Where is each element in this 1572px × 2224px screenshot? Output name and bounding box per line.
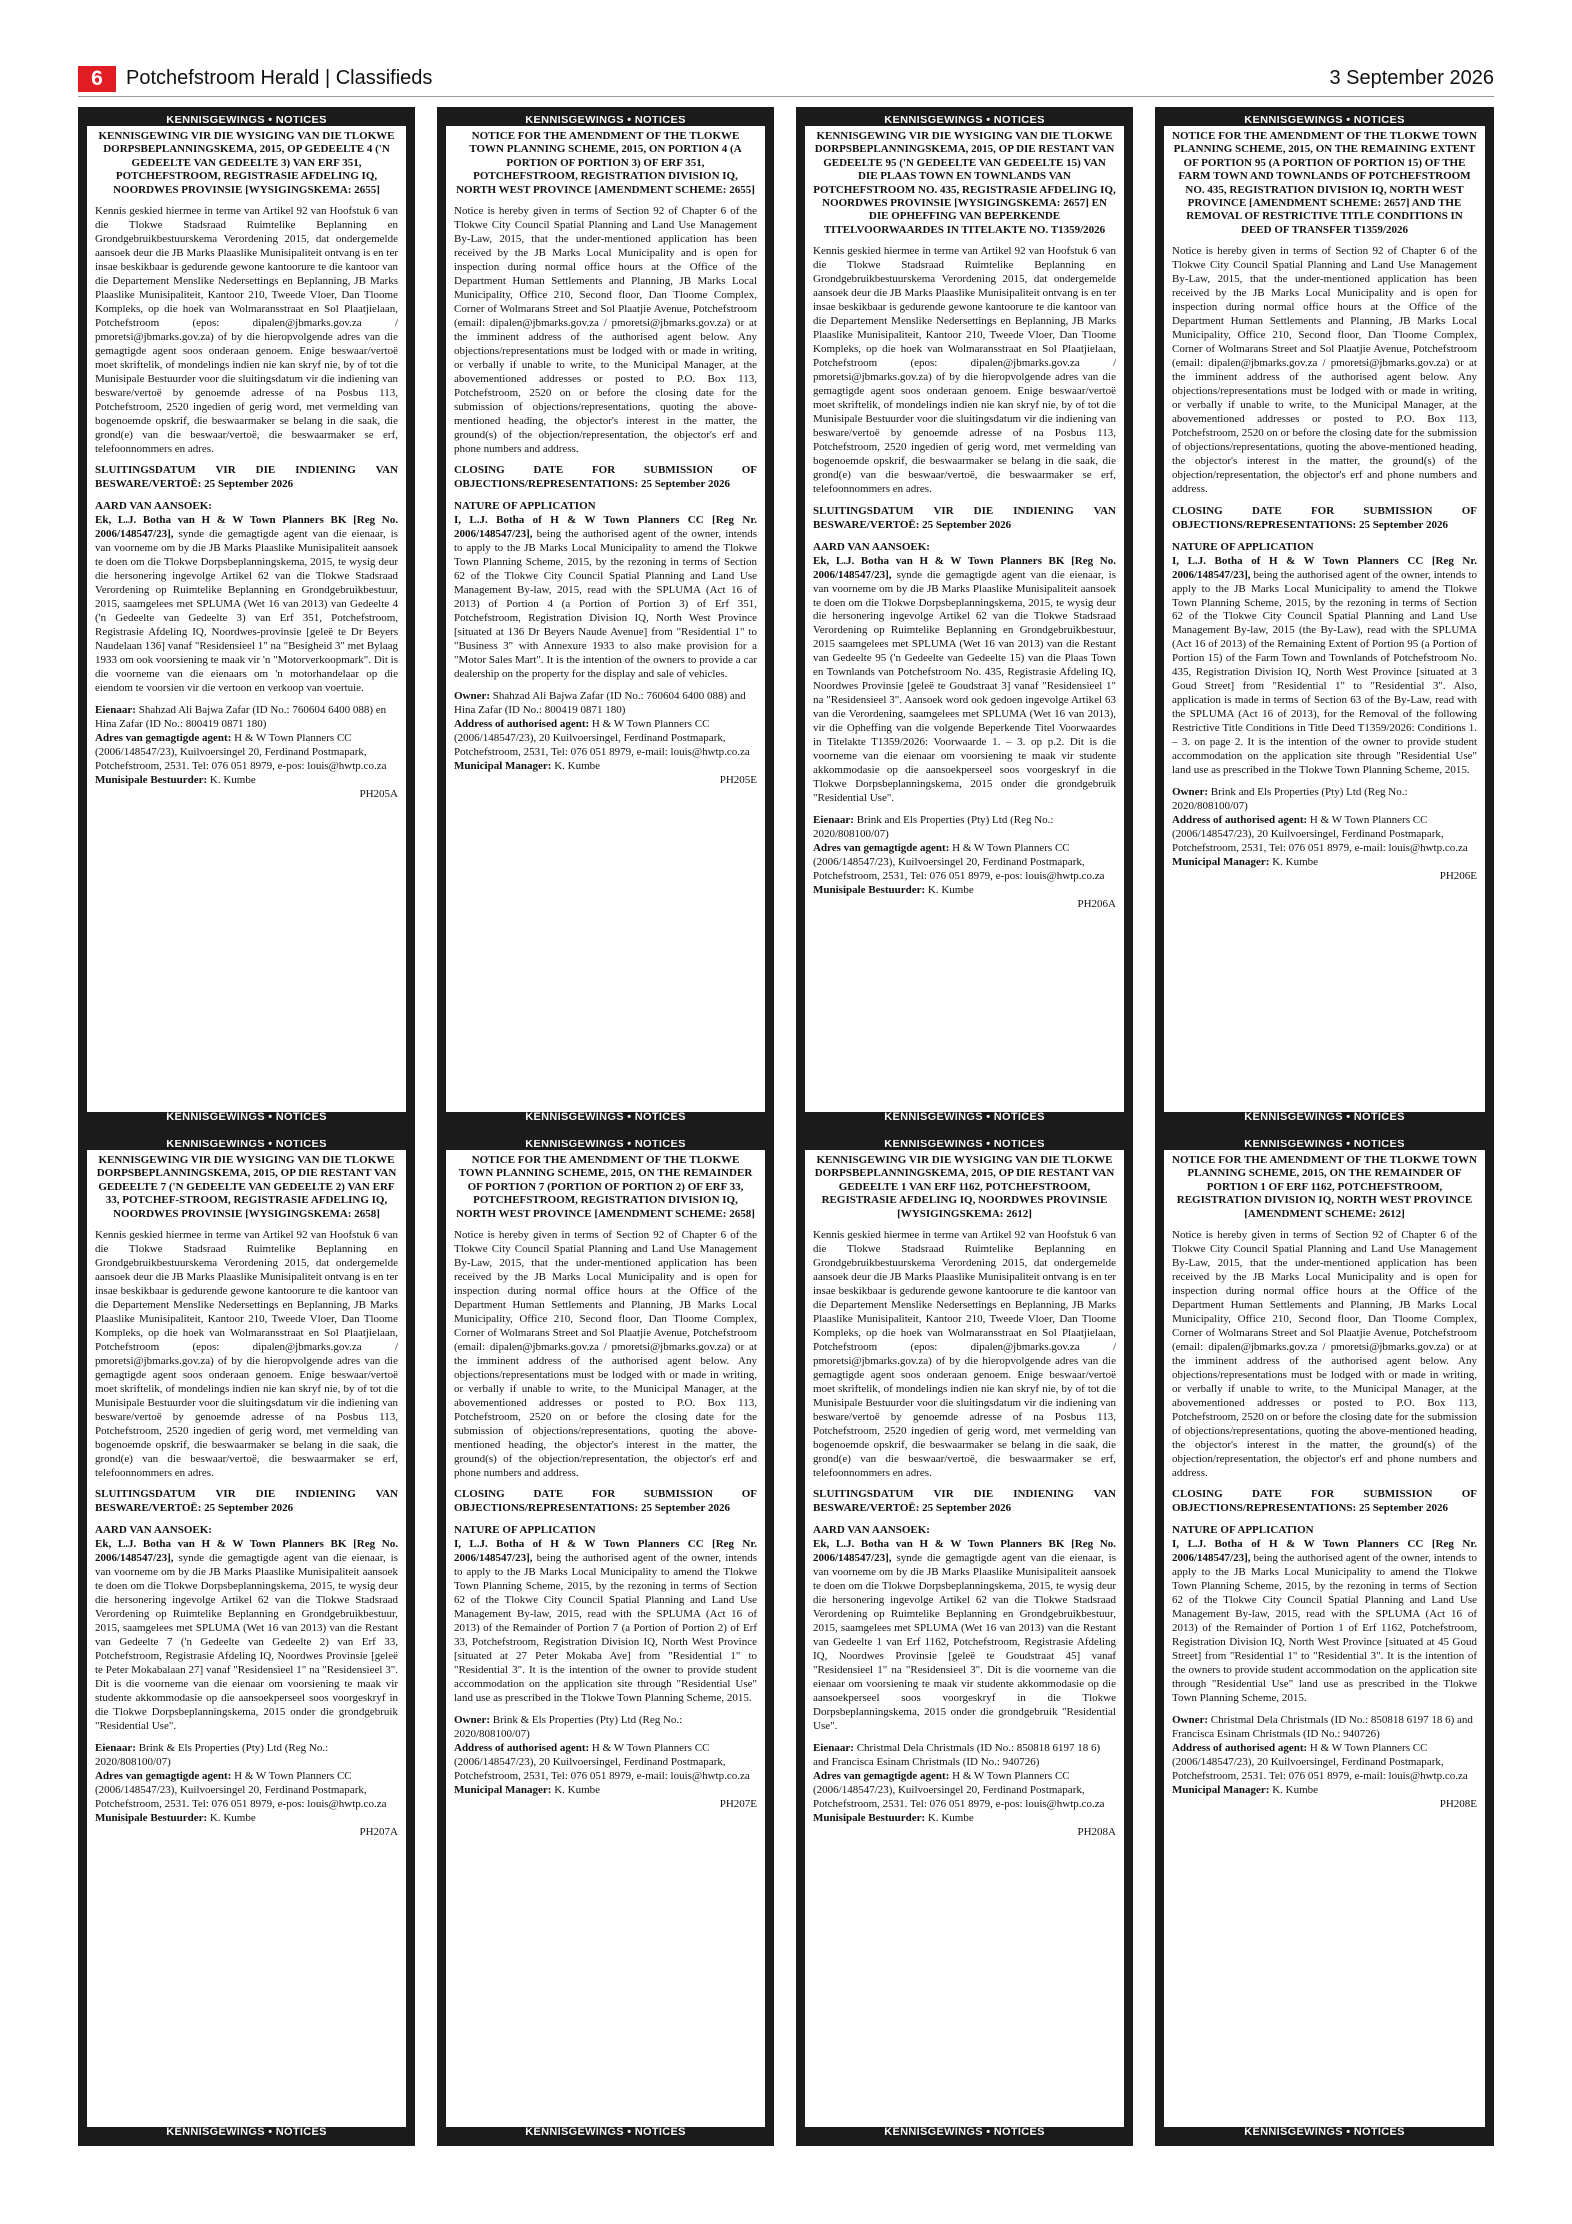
notice-box (796, 107, 1133, 1131)
owner-label: Owner: (1172, 1714, 1209, 1726)
notice-title: KENNISGEWING VIR DIE WYSIGING VAN DIE TLOKWE DORPSBEPLANNINGSKEMA, 2015, OP DIE RESTANT VAN GEDEELTE 1 VAN ERF 1162, POTCHEFSTROOM, REGISTRASIE AFDELING IQ, NOORDWES PROVINSIE [WYSIGINGSKEMA: 2612] (814, 1154, 1115, 1220)
closing-date: SLUITINGSDATUM VIR DIE INDIENING VAN BESWARE/VERTOË: 25 September 2026 (95, 464, 398, 491)
manager-name: K. Kumbe (209, 773, 256, 786)
owner-label: Owner: (1172, 786, 1209, 799)
notice-body: Notice is hereby given in terms of Section 92 of Chapter 6 of the Tlokwe City Council Spatial Planning and Land Use Management By-Law, 2015, that the under-mentioned application has been received by the JB Marks Local Municipality and is open for inspection during normal office hours at the Office of the Department Human Settlements and Planning, JB Marks Local Municipality, Office 210, Second floor, Dan Tloome Complex, Corner of Wolmarans Street and Sol Plaatjie Avenue, Potchefstroom (email: dipalen@jbmarks.gov.za / pmoretsi@jbmarks.gov.za) or at the imminent address of the authorised agent below. Any objections/representations must be lodged with or made in writing, or verbally if unable to write, to the Municipal Manager, at the abovementioned addresses or posted to P.O. Box 113, Potchefstroom, 2520 on or before the closing date for the submission of objections/representations, quoting the above-mentioned heading, the objector's interest in the matter, the ground(s) of the objection/representation, the objector's erf and phone numbers and address. (1172, 1229, 1477, 1479)
application-text: synde die gemagtigde agent van die eienaar, is van voorneme om by die JB Marks Plaaslike Munisipaliteit aansoek te doen om die Tlokwe Dorpsbeplanningskema, 2015, te wysig deur die hersonering ingevolge Artikel 62 van die Tlokwe Stadsraad Verordening op Ruimtelike Beplanning en Grondgebruikbestuur, 2015, saamgelees met SPLUMA (Wet 16 van 2013) van Gedeelte 4 ('n Gedeelte van Gedeelte 3) van Erf 351, Potchefstroom, Registrasie Afdeling IQ, Noordwes-provinsie [geleë te Dr Beyers Naudelaan 136] vanaf "Residensieel 1" na "Besigheid 3" met Bylaag 1933 om ook voorsiening te maak vir 'n "Motorverkoopmark". Dit is die voorneme van die eienaars om 'n motorhandelaar op die eiendom te voorsien vir die vertoon en verkoop van voertuie. (95, 528, 398, 694)
notice-band: KENNISGEWINGS • NOTICES (1164, 1139, 1485, 1150)
notice-band: KENNISGEWINGS • NOTICES (805, 115, 1124, 126)
manager-name: K. Kumbe (1272, 1783, 1319, 1796)
owner-label: Owner: (454, 690, 491, 702)
manager-label: Munisipale Bestuurder: (813, 883, 926, 896)
owner-details: Brink and Els Properties (Pty) Ltd (Reg No.: 2020/808100/07) (813, 814, 1054, 840)
manager-label: Municipal Manager: (1172, 855, 1270, 868)
notice-band: KENNISGEWINGS • NOTICES (805, 1139, 1124, 1150)
agent-label: Address of authorised agent: (454, 717, 590, 730)
notice-box (437, 107, 774, 1131)
notice-content (454, 1154, 757, 2124)
applicant: Ek, L.J. Botha van H & W Town Planners BK [Reg No. 2006/148547/23], (813, 554, 1116, 581)
application-text: being the authorised agent of the owner, intends to apply to the JB Marks Local Municipality to amend the Tlokwe Town Planning Scheme, 2015, by the rezoning in terms of Section 62 of the Tlokwe City Council Spatial Planning and Land Use Management By-law, 2015, read with the SPLUMA (Act 16 of 2013) of the Remainder of Portion 1 of Erf 1162, Potchefstroom, Registration Division IQ, North West Province [situated at 45 Goud Street] from "Residential 1" to "Residential 3". It is the intention of the owners to provide student accommodation on the application site through "Residential Use" land use as prescribed in the Tlokwe Town Planning Scheme, 2015. (1172, 1552, 1477, 1705)
notice-band: KENNISGEWINGS • NOTICES (1164, 115, 1485, 126)
owner-details: Christmal Dela Christmals (ID No.: 850818 6197 18 6) and Francisca Esinam Christmals (ID No.: 940726) (1172, 1714, 1473, 1740)
reference-code: PH208E (1439, 1797, 1477, 1810)
manager-name: K. Kumbe (927, 883, 974, 896)
notice-title: NOTICE FOR THE AMENDMENT OF THE TLOKWE TOWN PLANNING SCHEME, 2015, ON THE REMAINDER OF PORTION 7 (PORTION OF PORTION 2) OF ERF 33, POTCHEFSTROOM, REGISTRATION DIVISION IQ, NORTH WEST PROVINCE [AMENDMENT SCHEME: 2658] (456, 1154, 755, 1220)
agent-details: H & W Town Planners CC (2006/148547/23), 20 Kuilvoersingel, Ferdinand Postmapark, Potchefstroom, 2531, Tel: 076 051 8979, e-mail: louis@hwtp.co.za (454, 717, 750, 758)
applicant: Ek, L.J. Botha van H & W Town Planners BK [Reg No. 2006/148547/23], (95, 1538, 398, 1565)
owner-label: Eienaar: (813, 814, 854, 827)
agent-label: Address of authorised agent: (1172, 814, 1308, 827)
closing-date: SLUITINGSDATUM VIR DIE INDIENING VAN BESWARE/VERTOË: 25 September 2026 (95, 1488, 398, 1515)
application-text: being the authorised agent of the owner, intends to apply to the JB Marks Local Municipality to amend the Tlokwe Town Planning Scheme, 2015, by the rezoning in terms of Section 62 of the Tlokwe City Council Spatial Planning and Land Use Management By-law, 2015 (the By-Law), read with the SPLUMA (Act 16 of 2013) of the Remaining Extent of Portion 95 (a Portion of Portion 15) of the Farm Town and Townlands of Potchefstroom No. 435, Registration Division IQ, North West Province [situated at 3 Goud Street] from "Residential 1" to "Residential 3". Also, application is made in terms of Section 63 of the By-Law, read with the SPLUMA (Act 16 of 2013), for the Removal of the following Restrictive Title Conditions in Title Deed T1359/2026: Conditions 1. – 3. on page 2. It is the intention of the owner to provide student accommodation on the application site through "Residential Use" land use as prescribed in the Tlokwe Town Planning Scheme, 2015. (1172, 568, 1477, 777)
notice-content (454, 130, 757, 1109)
header-divider (78, 96, 1494, 97)
notice-title: KENNISGEWING VIR DIE WYSIGING VAN DIE TLOKWE DORPSBEPLANNINGSKEMA, 2015, OP DIE RESTANT VAN GEDEELTE 7 ('N GEDEELTE VAN GEDEELTE 2) VAN ERF 33, POTCHEF-STROOM, REGISTRASIE AFDELING IQ, NOORDWES PROVINSIE [WYSIGINGSKEMA: 2658] (96, 1154, 397, 1220)
closing-date: CLOSING DATE FOR SUBMISSION OF OBJECTIONS/REPRESENTATIONS: 25 September 2026 (454, 464, 757, 491)
notice-box (78, 1131, 415, 2146)
manager-label: Municipal Manager: (454, 759, 552, 772)
notice-title: KENNISGEWING VIR DIE WYSIGING VAN DIE TLOKWE DORPSBEPLANNINGSKEMA, 2015, OP GEDEELTE 4 ('N GEDEELTE VAN GEDEELTE 3) VAN ERF 351, POTCHEFSTROOM, REGISTRASIE AFDELING IQ, NOORDWES PROVINSIE [WYSIGINGSKEMA: 2655] (98, 130, 395, 196)
notice-title: NOTICE FOR THE AMENDMENT OF THE TLOKWE TOWN PLANNING SCHEME, 2015, ON PORTION 4 (A PORTION OF PORTION 3) OF ERF 351, POTCHEFSTROOM, REGISTRATION DIVISION IQ, NORTH WEST PROVINCE [AMENDMENT SCHEME: 2655] (456, 130, 755, 196)
applicant: Ek, L.J. Botha van H & W Town Planners BK [Reg No. 2006/148547/23], (95, 514, 398, 541)
applicant: I, L.J. Botha of H & W Town Planners CC [Reg Nr. 2006/148547/23], (454, 514, 757, 541)
notice-band: KENNISGEWINGS • NOTICES (446, 2127, 765, 2138)
closing-date: CLOSING DATE FOR SUBMISSION OF OBJECTIONS/REPRESENTATIONS: 25 September 2026 (454, 1488, 757, 1515)
owner-details: Shahzad Ali Bajwa Zafar (ID No.: 760604 6400 088) en Hina Zafar (ID No.: 800419 0871 180) (95, 703, 387, 730)
agent-label: Adres van gemagtigde agent: (813, 841, 950, 854)
manager-name: K. Kumbe (554, 759, 601, 772)
notice-box (796, 1131, 1133, 2146)
owner-label: Eienaar: (95, 703, 136, 716)
notice-band: KENNISGEWINGS • NOTICES (805, 1112, 1124, 1123)
agent-details: H & W Town Planners CC (2006/148547/23), 20 Kuilvoersingel, Ferdinand Postmapark, Potchefstroom, 2531. Tel: 076 051 8979, e-mail: louis@hwtp.co.za (1172, 1741, 1468, 1782)
page-header (78, 66, 1494, 92)
applicant: I, L.J. Botha of H & W Town Planners CC [Reg Nr. 2006/148547/23], (1172, 554, 1477, 581)
manager-label: Munisipale Bestuurder: (813, 1811, 926, 1824)
application-text: being the authorised agent of the owner, intends to apply to the JB Marks Local Municipality to amend the Tlokwe Town Planning Scheme, 2015, by the rezoning in terms of Section 62 of the Tlokwe City Council Spatial Planning and Land Use Management By-law, 2015, read with the SPLUMA (Act 16 of 2013) of the Remainder of Portion 7 (a Portion of Portion 2) of Erf 33, Potchefstroom, Registration Division IQ, North West Province [situated at 27 Peter Mokaba Ave] from "Residential 1" to "Residential 3". It is the intention of the owner to provide student accommodation on the application site through "Residential Use" land use as prescribed in the Tlokwe Town Planning Scheme, 2015. (454, 1552, 757, 1705)
agent-details: H & W Town Planners CC (2006/148547/23), 20 Kuilvoersingel, Ferdinand Postmapark, Potchefstroom, 2531, Tel: 076 051 8979, e-mail: louis@hwtp.co.za (454, 1741, 750, 1782)
owner-details: Brink & Els Properties (Pty) Ltd (Reg No.: 2020/808100/07) (454, 1714, 683, 1740)
owner-label: Owner: (454, 1714, 491, 1726)
agent-details: H & W Town Planners CC (2006/148547/23), Kuilvoersingel 20, Ferdinand Postmapark, Potchefstroom, 2531. Tel: 076 051 8979, e-pos: louis@hwtp.co.za (95, 1769, 387, 1810)
applicant: I, L.J. Botha of H & W Town Planners CC [Reg Nr. 2006/148547/23], (454, 1538, 757, 1565)
notice-content (1172, 130, 1477, 1109)
application-text: synde die gemagtigde agent van die eienaar, is van voorneme om by die JB Marks Plaaslike Munisipaliteit aansoek te doen om die Tlokwe Dorpsbeplanningskema, 2015, te wysig deur die hersonering ingevolge Artikel 62 van die Tlokwe Stadsraad Verordening op Ruimtelike Beplanning en Grondgebruikbestuur, 2015, saamgelees met SPLUMA (Wet 16 van 2013) van die Restant van Gedeelte 1 van Erf 1162, Potchefstroom, Registrasie Afdeling IQ, Noordwes Provinsie [geleë te Goudstraat 45] vanaf "Residensieel 1" na "Residensieel 3". Dit is die voorneme van die eienaar om voorsiening te maak vir studente akkommodasie op die aansoekperseel soos voorgeskryf in die Tlokwe Dorpsbeplanningskema, 2015 onder die grondgebruik "Residential Use". (813, 1552, 1116, 1732)
closing-date: SLUITINGSDATUM VIR DIE INDIENING VAN BESWARE/VERTOË: 25 September 2026 (813, 504, 1116, 531)
application-text: being the authorised agent of the owner, intends to apply to the JB Marks Local Municipality to amend the Tlokwe Town Planning Scheme, 2015, by the rezoning in terms of Section 62 of the Tlokwe City Council Spatial Planning and Land Use Management By-law, 2015, read with the SPLUMA (Act 16 of 2013) of Portion 4 (a Portion of Portion 3) of Erf 351, Potchefstroom, Registration Division IQ, North West Province [situated at 136 Dr Beyers Naude Avenue] from "Residential 1" to "Business 3" with Annexure 1933 to also make provision for a "Motor Sales Mart". It is the intention of the owners to provide a car dealership on the property for the display and sale of vehicles. (454, 528, 757, 681)
notice-title: NOTICE FOR THE AMENDMENT OF THE TLOKWE TOWN PLANNING SCHEME, 2015, ON THE REMAINDER OF PORTION 1 OF ERF 1162, POTCHEFSTROOM, REGISTRATION DIVISION IQ, NORTH WEST PROVINCE [AMENDMENT SCHEME: 2612] (1172, 1154, 1477, 1220)
notice-body: Kennis geskied hiermee in terme van Artikel 92 van Hoofstuk 6 van die Tlokwe Stadsraad Ruimtelike Beplanning en Grondgebruikbestuurskema Verordening 2015, dat ondergemelde aansoek deur die JB Marks Plaaslike Munisipaliteit ontvang is en ter insae beskikbaar is gedurende gewone kantoorure te die kantoor van die Departement Menslike Nedersettings en Beplanning, JB Marks Plaaslike Munisipaliteit, Kantoor 210, Tweede Vloer, Dan Tloome Kompleks, op die hoek van Wolmaransstraat en Sol Plaatjielaan, Potchefstroom (epos: dipalen@jbmarks.gov.za / pmoretsi@jbmarks.gov.za) of by die hieropvolgende adres van die gemagtigde agent soos onderaan genoem. Enige beswaar/vertoë moet skriftelik, of mondelings indien nie kan skryf nie, by of tot die Munisipale Bestuurder voor die sluitingsdatum vir die indiening van besware/vertoë by genoemde adresse of na Posbus 113, Potchefstroom, 2520 ingedien of gerig word, met vermelding van bogenoemde opskrif, die beswaarmaker se belang in die saak, die grond(e) van die beswaar/vertoë, die beswaarmaker se erf, telefoonnommers en adres. (95, 205, 398, 455)
agent-label: Adres van gemagtigde agent: (95, 1769, 232, 1782)
notice-band: KENNISGEWINGS • NOTICES (1164, 2127, 1485, 2138)
notice-body: Notice is hereby given in terms of Section 92 of Chapter 6 of the Tlokwe City Council Spatial Planning and Land Use Management By-Law, 2015, that the under-mentioned application has been received by the JB Marks Local Municipality and is open for inspection during normal office hours at the Office of the Department Human Settlements and Planning, JB Marks Local Municipality, Office 210, Second floor, Dan Tloome Complex, Corner of Wolmarans Street and Sol Plaatjie Avenue, Potchefstroom (email: dipalen@jbmarks.gov.za / pmoretsi@jbmarks.gov.za) or at the imminent address of the authorised agent below. Any objections/representations must be lodged with or made in writing, or verbally if unable to write, to the Municipal Manager, at the abovementioned addresses or posted to P.O. Box 113, Potchefstroom, 2520 on or before the closing date for the submission of objections/representations, quoting the above-mentioned heading, the objector's interest in the matter, the ground(s) of the objection/representation, the objector's erf and phone numbers and address. (454, 1229, 757, 1479)
notice-content (95, 130, 398, 1109)
manager-label: Munisipale Bestuurder: (95, 773, 208, 786)
agent-label: Address of authorised agent: (1172, 1741, 1308, 1754)
notice-box (1155, 107, 1494, 1131)
manager-name: K. Kumbe (1272, 855, 1319, 868)
notice-box (78, 107, 415, 1131)
manager-name: K. Kumbe (209, 1811, 256, 1824)
manager-name: K. Kumbe (554, 1783, 601, 1796)
notice-title: NOTICE FOR THE AMENDMENT OF THE TLOKWE TOWN PLANNING SCHEME, 2015, ON THE REMAINING EXTENT OF PORTION 95 (A PORTION OF PORTION 15) OF THE FARM TOWN AND TOWNLANDS OF POTCHEFSTROOM NO. 435, REGISTRATION DIVISION IQ, NORTH WEST PROVINCE [AMENDMENT SCHEME: 2657] AND THE REMOVAL OF RESTRICTIVE TITLE CONDITIONS IN DEED OF TRANSFER T1359/2026 (1172, 130, 1477, 236)
notice-body: Kennis geskied hiermee in terme van Artikel 92 van Hoofstuk 6 van die Tlokwe Stadsraad Ruimtelike Beplanning en Grondgebruikbestuurskema Verordening 2015, dat ondergemelde aansoek deur die JB Marks Plaaslike Munisipaliteit ontvang is en ter insae beskikbaar is gedurende gewone kantoorure te die kantoor van die Departement Menslike Nedersettings en Beplanning, JB Marks Plaaslike Munisipaliteit, Kantoor 210, Tweede Vloer, Dan Tloome Kompleks, op die hoek van Wolmaransstraat en Sol Plaatjielaan, Potchefstroom (epos: dipalen@jbmarks.gov.za / pmoretsi@jbmarks.gov.za) of by die hieropvolgende adres van die gemagtigde agent soos onderaan genoem. Enige beswaar/vertoë moet skriftelik, of mondelings indien nie kan skryf nie, by of tot die Munisipale Bestuurder voor die sluitingsdatum vir die indiening van besware/vertoë by genoemde adresse of na Posbus 113, Potchefstroom, 2520 ingedien of gerig word, met vermelding van bogenoemde opskrif, die beswaarmaker se belang in die saak, die grond(e) van die beswaar/vertoë, die beswaarmaker se erf, telefoonnommers en adres. (813, 1229, 1116, 1479)
reference-code: PH208A (1077, 1825, 1116, 1838)
paper-title: Potchefstroom Herald | Classifieds (126, 67, 433, 89)
notice-band: KENNISGEWINGS • NOTICES (87, 2127, 406, 2138)
notice-band: KENNISGEWINGS • NOTICES (446, 1112, 765, 1123)
agent-details: H & W Town Planners CC (2006/148547/23), Kuilvoersingel 20, Ferdinand Postmapark, Potchefstroom, 2531, Tel: 076 051 8979, e-pos: louis@hwtp.co.za (813, 841, 1105, 882)
notice-band: KENNISGEWINGS • NOTICES (87, 1112, 406, 1123)
reference-code: PH207A (359, 1825, 398, 1838)
closing-date: CLOSING DATE FOR SUBMISSION OF OBJECTIONS/REPRESENTATIONS: 25 September 2026 (1172, 1488, 1477, 1515)
application-heading: AARD VAN AANSOEK: (813, 1524, 930, 1537)
closing-date: CLOSING DATE FOR SUBMISSION OF OBJECTIONS/REPRESENTATIONS: 25 September 2026 (1172, 504, 1477, 531)
notice-box (1155, 1131, 1494, 2146)
owner-details: Brink & Els Properties (Pty) Ltd (Reg No.: 2020/808100/07) (95, 1741, 329, 1768)
agent-details: H & W Town Planners CC (2006/148547/23), 20 Kuilvoersingel, Ferdinand Postmapark, Potchefstroom, 2531, Tel: 076 051 8979, e-mail: louis@hwtp.co.za (1172, 814, 1468, 854)
notice-band: KENNISGEWINGS • NOTICES (87, 115, 406, 126)
reference-code: PH205A (359, 787, 398, 800)
application-text: synde die gemagtigde agent van die eienaar, is van voorneme om by die JB Marks Plaaslike Munisipaliteit aansoek te doen om die Tlokwe Dorpsbeplanningskema, 2015, te wysig deur die hersonering ingevolge Artikel 62 van die Tlokwe Stadsraad Verordening op Ruimtelike Beplanning en Grondgebruikbestuur, 2015 saamgelees met SPLUMA (Wet 16 van 2013) van die Restant van Gedeelte 95 ('n Gedeelte van Gedeelte 15) van die Plaas Town en Townlands van Potchefstroom No. 435, Registrasie Afdeling IQ, Noordwes Provinsie [geleë te Goudstraat 3] vanaf "Residensieel 1" na "Residensieel 3". Aansoek word ook gedoen ingevolge Artikel 63 van die Verordening, saamgelees met SPLUMA (Wet 16 van 2013), vir die Opheffing van die volgende Beperkende Titel Voorwaardes in Titelakte T1359/2026: Voorwaarde 1. – 3. op p.2. Dit is die voorneme van die eienaar om voorsiening te maak vir studente akkommodasie op die aansoekperseel soos voorgeskryf in die Tlokwe Dorpsbeplanningskema, 2015 onder die grondgebruik "Residential Use". (813, 568, 1116, 805)
notice-content (813, 1154, 1116, 2124)
reference-code: PH206A (1077, 897, 1116, 910)
notice-content (813, 130, 1116, 1109)
agent-details: H & W Town Planners CC (2006/148547/23), Kuilvoersingel 20, Ferdinand Postmapark, Potchefstroom, 2531. Tel: 076 051 8979, e-pos: louis@hwtp.co.za (95, 731, 387, 772)
owner-label: Eienaar: (813, 1741, 854, 1754)
owner-details: Shahzad Ali Bajwa Zafar (ID No.: 760604 6400 088) and Hina Zafar (ID No.: 800419 0871 180) (454, 690, 746, 716)
notice-content (95, 1154, 398, 2124)
owner-label: Eienaar: (95, 1741, 136, 1754)
application-heading: AARD VAN AANSOEK: (95, 500, 212, 513)
manager-label: Municipal Manager: (454, 1783, 552, 1796)
agent-label: Adres van gemagtigde agent: (95, 731, 232, 744)
notice-title: KENNISGEWING VIR DIE WYSIGING VAN DIE TLOKWE DORPSBEPLANNINGSKEMA, 2015, OP DIE RESTANT VAN GEDEELTE 95 ('N GEDEELTE VAN GEDEELTE 15) VAN DIE PLAAS TOWN EN TOWNLANDS VAN POTCHEFSTROOM NO. 435, REGISTRASIE AFDELING IQ, NOORDWES PROVINSIE [WYSIGINGSKEMA: 2657] EN DIE OPHEFFING VAN BEPERKENDE TITELVOORWAARDES IN TITELAKTE NO. T1359/2026 (813, 130, 1116, 236)
notice-body: Kennis geskied hiermee in terme van Artikel 92 van Hoofstuk 6 van die Tlokwe Stadsraad Ruimtelike Beplanning en Grondgebruikbestuurskema Verordening 2015, dat ondergemelde aansoek deur die JB Marks Plaaslike Munisipaliteit ontvang is en ter insae beskikbaar is gedurende gewone kantoorure te die kantoor van die Departement Menslike Nedersettings en Beplanning, JB Marks Plaaslike Munisipaliteit, Kantoor 210, Tweede Vloer, Dan Tloome Kompleks, op die hoek van Wolmaransstraat en Sol Plaatjielaan, Potchefstroom (epos: dipalen@jbmarks.gov.za / pmoretsi@jbmarks.gov.za) of by die hieropvolgende adres van die gemagtigde agent soos onderaan genoem. Enige beswaar/vertoë moet skriftelik, of mondelings indien nie kan skryf nie, by of tot die Munisipale Bestuurder voor die sluitingsdatum vir die indiening van besware/vertoë by genoemde adresse of na Posbus 113, Potchefstroom, 2520 ingedien of gerig word, met vermelding van bogenoemde opskrif, die beswaarmaker se belang in die saak, die grond(e) van die beswaar/vertoë, die beswaarmaker se erf, telefoonnommers en adres. (813, 245, 1116, 495)
notice-band: KENNISGEWINGS • NOTICES (805, 2127, 1124, 2138)
applicant: Ek, L.J. Botha van H & W Town Planners BK [Reg No. 2006/148547/23], (813, 1538, 1116, 1565)
manager-label: Municipal Manager: (1172, 1783, 1270, 1796)
notice-content (1172, 1154, 1477, 2124)
reference-code: PH207E (719, 1797, 757, 1810)
agent-label: Adres van gemagtigde agent: (813, 1769, 950, 1782)
manager-name: K. Kumbe (927, 1811, 974, 1824)
notice-band: KENNISGEWINGS • NOTICES (1164, 1112, 1485, 1123)
application-heading: NATURE OF APPLICATION (454, 1524, 596, 1537)
agent-details: H & W Town Planners CC (2006/148547/23), Kuilvoersingel 20, Ferdinand Postmapark, Potchefstroom, 2531. Tel: 076 051 8979, e-pos: louis@hwtp.co.za (813, 1769, 1105, 1810)
application-heading: AARD VAN AANSOEK: (95, 1524, 212, 1537)
closing-date: SLUITINGSDATUM VIR DIE INDIENING VAN BESWARE/VERTOË: 25 September 2026 (813, 1488, 1116, 1515)
notice-band: KENNISGEWINGS • NOTICES (87, 1139, 406, 1150)
issue-date: 3 September 2026 (1329, 67, 1494, 89)
owner-details: Brink and Els Properties (Pty) Ltd (Reg No.: 2020/808100/07) (1172, 786, 1408, 813)
application-heading: AARD VAN AANSOEK: (813, 540, 930, 553)
reference-code: PH205E (719, 773, 757, 786)
application-text: synde die gemagtigde agent van die eienaar, is van voorneme om by die JB Marks Plaaslike Munisipaliteit aansoek te doen om die Tlokwe Dorpsbeplanningskema, 2015, te wysig deur die hersonering ingevolge Artikel 62 van die Tlokwe Stadsraad Verordening op Ruimtelike Beplanning en Grondgebruikbestuur, 2015, saamgelees met SPLUMA (Wet 16 van 2013) van die Restant van Gedeelte 7 ('n Gedeelte van Gedeelte 2) van Erf 33, Potchefstroom, Registrasie Afdeling IQ, Noordwes Provinsie [geleë te Peter Mokabalaan 27] vanaf "Residensieel 1" na "Residensieel 3". Dit is die voorneme van die eienaar om voorsiening te maak vir studente akkommodasie op die aansoekperseel soos voorgeskryf in die Tlokwe Dorpsbeplanningskema, 2015 onder die grondgebruik "Residential Use". (95, 1552, 398, 1732)
notice-band: KENNISGEWINGS • NOTICES (446, 115, 765, 126)
application-heading: NATURE OF APPLICATION (1172, 1524, 1314, 1537)
reference-code: PH206E (1439, 869, 1477, 882)
notice-band: KENNISGEWINGS • NOTICES (446, 1139, 765, 1150)
applicant: I, L.J. Botha of H & W Town Planners CC [Reg Nr. 2006/148547/23], (1172, 1538, 1477, 1565)
manager-label: Munisipale Bestuurder: (95, 1811, 208, 1824)
agent-label: Address of authorised agent: (454, 1741, 590, 1754)
page-number: 6 (78, 66, 116, 92)
notice-body: Notice is hereby given in terms of Section 92 of Chapter 6 of the Tlokwe City Council Spatial Planning and Land Use Management By-Law, 2015, that the under-mentioned application has been received by the JB Marks Local Municipality and is open for inspection during normal office hours at the Office of the Department Human Settlements and Planning, JB Marks Local Municipality, Office 210, Second floor, Dan Tloome Complex, Corner of Wolmarans Street and Sol Plaatjie Avenue, Potchefstroom (email: dipalen@jbmarks.gov.za / pmoretsi@jbmarks.gov.za) or at the imminent address of the authorised agent below. Any objections/representations must be lodged with or made in writing, or verbally if unable to write, to the Municipal Manager, at the abovementioned addresses or posted to P.O. Box 113, Potchefstroom, 2520 on or before the closing date for the submission of objections/representations, quoting the above-mentioned heading, the objector's interest in the matter, the ground(s) of the objection/representation, the objector's erf and phone numbers and address. (454, 205, 757, 455)
notice-body: Kennis geskied hiermee in terme van Artikel 92 van Hoofstuk 6 van die Tlokwe Stadsraad Ruimtelike Beplanning en Grondgebruikbestuurskema Verordening 2015, dat ondergemelde aansoek deur die JB Marks Plaaslike Munisipaliteit ontvang is en ter insae beskikbaar is gedurende gewone kantoorure te die kantoor van die Departement Menslike Nedersettings en Beplanning, JB Marks Plaaslike Munisipaliteit, Kantoor 210, Tweede Vloer, Dan Tloome Kompleks, op die hoek van Wolmaransstraat en Sol Plaatjielaan, Potchefstroom (epos: dipalen@jbmarks.gov.za / pmoretsi@jbmarks.gov.za) of by die hieropvolgende adres van die gemagtigde agent soos onderaan genoem. Enige beswaar/vertoë moet skriftelik, of mondelings indien nie kan skryf nie, by of tot die Munisipale Bestuurder voor die sluitingsdatum vir die indiening van besware/vertoë by genoemde adresse of na Posbus 113, Potchefstroom, 2520 ingedien of gerig word, met vermelding van bogenoemde opskrif, die beswaarmaker se belang in die saak, die grond(e) van die beswaar/vertoë, die beswaarmaker se erf, telefoonnommers en adres. (95, 1229, 398, 1479)
notice-box (437, 1131, 774, 2146)
application-heading: NATURE OF APPLICATION (1172, 540, 1314, 553)
application-heading: NATURE OF APPLICATION (454, 500, 596, 513)
owner-details: Christmal Dela Christmals (ID No.: 850818 6197 18 6) and Francisca Esinam Christmals (ID No.: 940726) (813, 1741, 1101, 1768)
notice-body: Notice is hereby given in terms of Section 92 of Chapter 6 of the Tlokwe City Council Spatial Planning and Land Use Management By-Law, 2015, that the under-mentioned application has been received by the JB Marks Local Municipality and is open for inspection during normal office hours at the Office of the Department Human Settlements and Planning, JB Marks Local Municipality, Office 210, Second floor, Dan Tloome Complex, Corner of Wolmarans Street and Sol Plaatjie Avenue, Potchefstroom (email: dipalen@jbmarks.gov.za / pmoretsi@jbmarks.gov.za) or at the imminent address of the authorised agent below. Any objections/representations must be lodged with or made in writing, or verbally if unable to write, to the Municipal Manager, at the abovementioned addresses or posted to P.O. Box 113, Potchefstroom, 2520 on or before the closing date for the submission of objections/representations, quoting the above-mentioned heading, the objector's interest in the matter, the ground(s) of the objection/representation, the objector's erf and phone numbers and address. (1172, 245, 1477, 495)
